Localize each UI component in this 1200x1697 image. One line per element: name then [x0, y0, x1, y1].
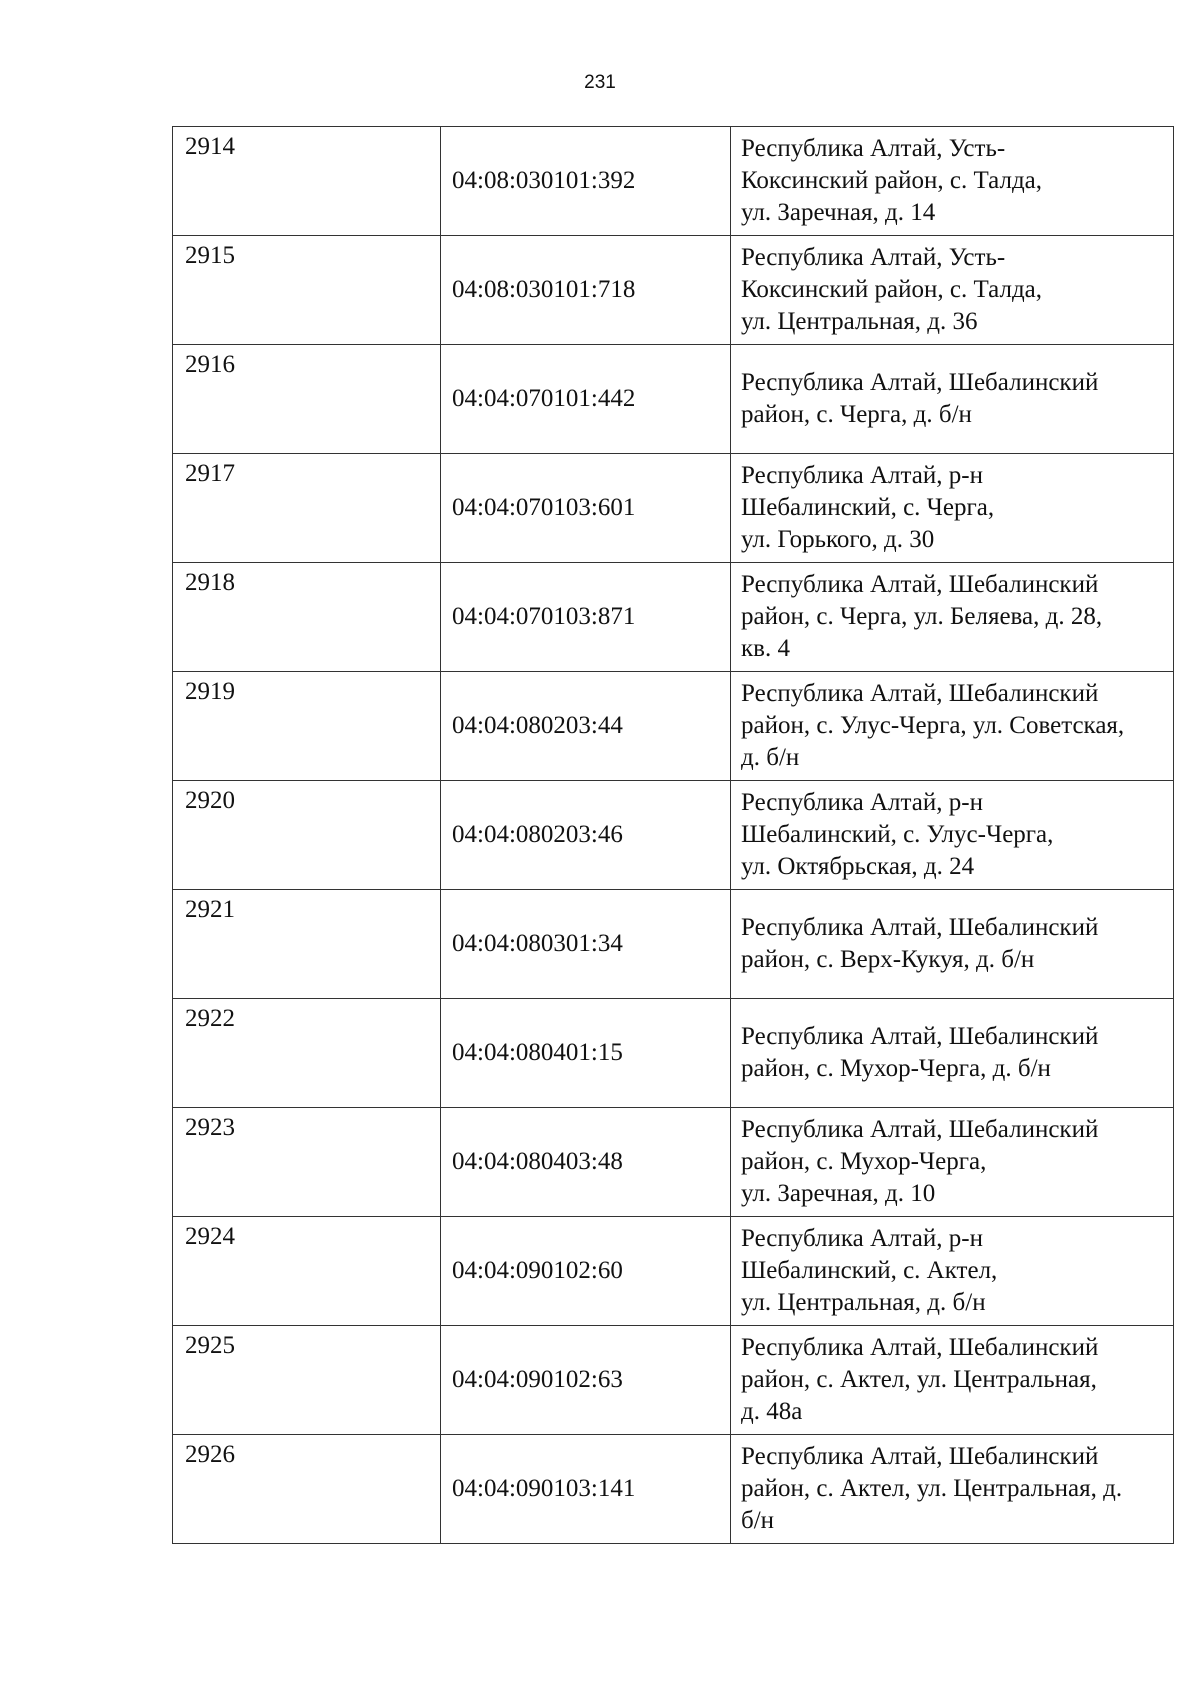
row-number-cell: 2926 — [173, 1435, 441, 1544]
table-row — [173, 345, 1174, 454]
address-line: Республика Алтай, Шебалинский — [741, 1443, 1099, 1470]
table-row — [173, 127, 1174, 236]
address-cell — [731, 999, 1174, 1108]
address-line: район, с. Улус-Черга, ул. Советская, — [741, 712, 1125, 739]
table-row — [173, 781, 1174, 890]
address-line: ул. Горького, д. 30 — [741, 526, 935, 553]
address-cell — [731, 454, 1174, 563]
table-row — [173, 672, 1174, 781]
cadastral-number-cell: 04:04:090102:63 — [441, 1326, 731, 1435]
table-row — [173, 454, 1174, 563]
cadastral-number-cell: 04:04:080401:15 — [441, 999, 731, 1108]
cadastral-number-cell: 04:04:070103:601 — [441, 454, 731, 563]
address-line: Республика Алтай, р-н — [741, 462, 983, 489]
cadastral-number-cell: 04:04:090103:141 — [441, 1435, 731, 1544]
address-line: Шебалинский, с. Черга, — [741, 494, 995, 521]
address-cell — [731, 1217, 1174, 1326]
cadastral-number-cell: 04:04:080203:44 — [441, 672, 731, 781]
address-line: Республика Алтай, Шебалинский — [741, 914, 1099, 941]
address-line: Республика Алтай, р-н — [741, 789, 983, 816]
address-line: Республика Алтай, Шебалинский — [741, 1334, 1099, 1361]
address-line: район, с. Мухор-Черга, — [741, 1148, 987, 1175]
address-line: Республика Алтай, р-н — [741, 1225, 983, 1252]
table-row — [173, 563, 1174, 672]
address-line: Республика Алтай, Шебалинский — [741, 1116, 1099, 1143]
address-line: Республика Алтай, Усть- — [741, 135, 1006, 162]
row-number-cell: 2925 — [173, 1326, 441, 1435]
property-registry-table — [172, 126, 1174, 1544]
cadastral-number-cell: 04:04:080301:34 — [441, 890, 731, 999]
address-line: д. 48а — [741, 1398, 803, 1425]
table-row — [173, 999, 1174, 1108]
address-line: район, с. Мухор-Черга, д. б/н — [741, 1055, 1051, 1082]
cadastral-number-cell: 04:08:030101:392 — [441, 127, 731, 236]
address-line: Республика Алтай, Шебалинский — [741, 680, 1099, 707]
row-number-cell: 2923 — [173, 1108, 441, 1217]
address-line: Шебалинский, с. Актел, — [741, 1257, 998, 1284]
address-cell — [731, 781, 1174, 890]
cadastral-number-cell: 04:04:090102:60 — [441, 1217, 731, 1326]
address-line: Республика Алтай, Шебалинский — [741, 1023, 1099, 1050]
cadastral-number-cell: 04:04:070101:442 — [441, 345, 731, 454]
cadastral-number-cell: 04:04:080403:48 — [441, 1108, 731, 1217]
address-line: район, с. Верх-Кукуя, д. б/н — [741, 946, 1035, 973]
row-number-cell: 2921 — [173, 890, 441, 999]
address-cell — [731, 1326, 1174, 1435]
address-line: кв. 4 — [741, 635, 790, 662]
address-cell — [731, 127, 1174, 236]
address-line: Коксинский район, с. Талда, — [741, 276, 1043, 303]
row-number-cell: 2918 — [173, 563, 441, 672]
row-number-cell: 2916 — [173, 345, 441, 454]
address-line: район, с. Черга, ул. Беляева, д. 28, — [741, 603, 1103, 630]
address-line: Республика Алтай, Шебалинский — [741, 571, 1099, 598]
address-line: ул. Центральная, д. 36 — [741, 308, 978, 335]
address-line: район, с. Актел, ул. Центральная, — [741, 1366, 1097, 1393]
address-line: Республика Алтай, Шебалинский — [741, 369, 1099, 396]
address-cell — [731, 672, 1174, 781]
address-line: район, с. Актел, ул. Центральная, д. — [741, 1475, 1123, 1502]
address-line: Коксинский район, с. Талда, — [741, 167, 1043, 194]
address-line: ул. Центральная, д. б/н — [741, 1289, 986, 1316]
address-line: Шебалинский, с. Улус-Черга, — [741, 821, 1054, 848]
address-line: район, с. Черга, д. б/н — [741, 401, 972, 428]
address-line: б/н — [741, 1507, 775, 1534]
address-cell — [731, 1108, 1174, 1217]
address-line: Республика Алтай, Усть- — [741, 244, 1006, 271]
table-row — [173, 1108, 1174, 1217]
page-number: 231 — [584, 72, 616, 93]
address-line: д. б/н — [741, 744, 800, 771]
row-number-cell: 2924 — [173, 1217, 441, 1326]
registry-table-body — [173, 127, 1174, 1544]
row-number-cell: 2919 — [173, 672, 441, 781]
row-number-cell: 2920 — [173, 781, 441, 890]
table-row — [173, 236, 1174, 345]
table-row — [173, 1217, 1174, 1326]
address-cell — [731, 345, 1174, 454]
row-number-cell: 2917 — [173, 454, 441, 563]
row-number-cell: 2915 — [173, 236, 441, 345]
address-line: ул. Заречная, д. 14 — [741, 199, 936, 226]
address-cell — [731, 890, 1174, 999]
cadastral-number-cell: 04:04:070103:871 — [441, 563, 731, 672]
table-row — [173, 890, 1174, 999]
cadastral-number-cell: 04:08:030101:718 — [441, 236, 731, 345]
address-cell — [731, 236, 1174, 345]
table-row — [173, 1326, 1174, 1435]
cadastral-number-cell: 04:04:080203:46 — [441, 781, 731, 890]
address-cell — [731, 563, 1174, 672]
address-cell — [731, 1435, 1174, 1544]
table-row — [173, 1435, 1174, 1544]
address-line: ул. Октябрьская, д. 24 — [741, 853, 975, 880]
address-line: ул. Заречная, д. 10 — [741, 1180, 936, 1207]
row-number-cell: 2922 — [173, 999, 441, 1108]
row-number-cell: 2914 — [173, 127, 441, 236]
